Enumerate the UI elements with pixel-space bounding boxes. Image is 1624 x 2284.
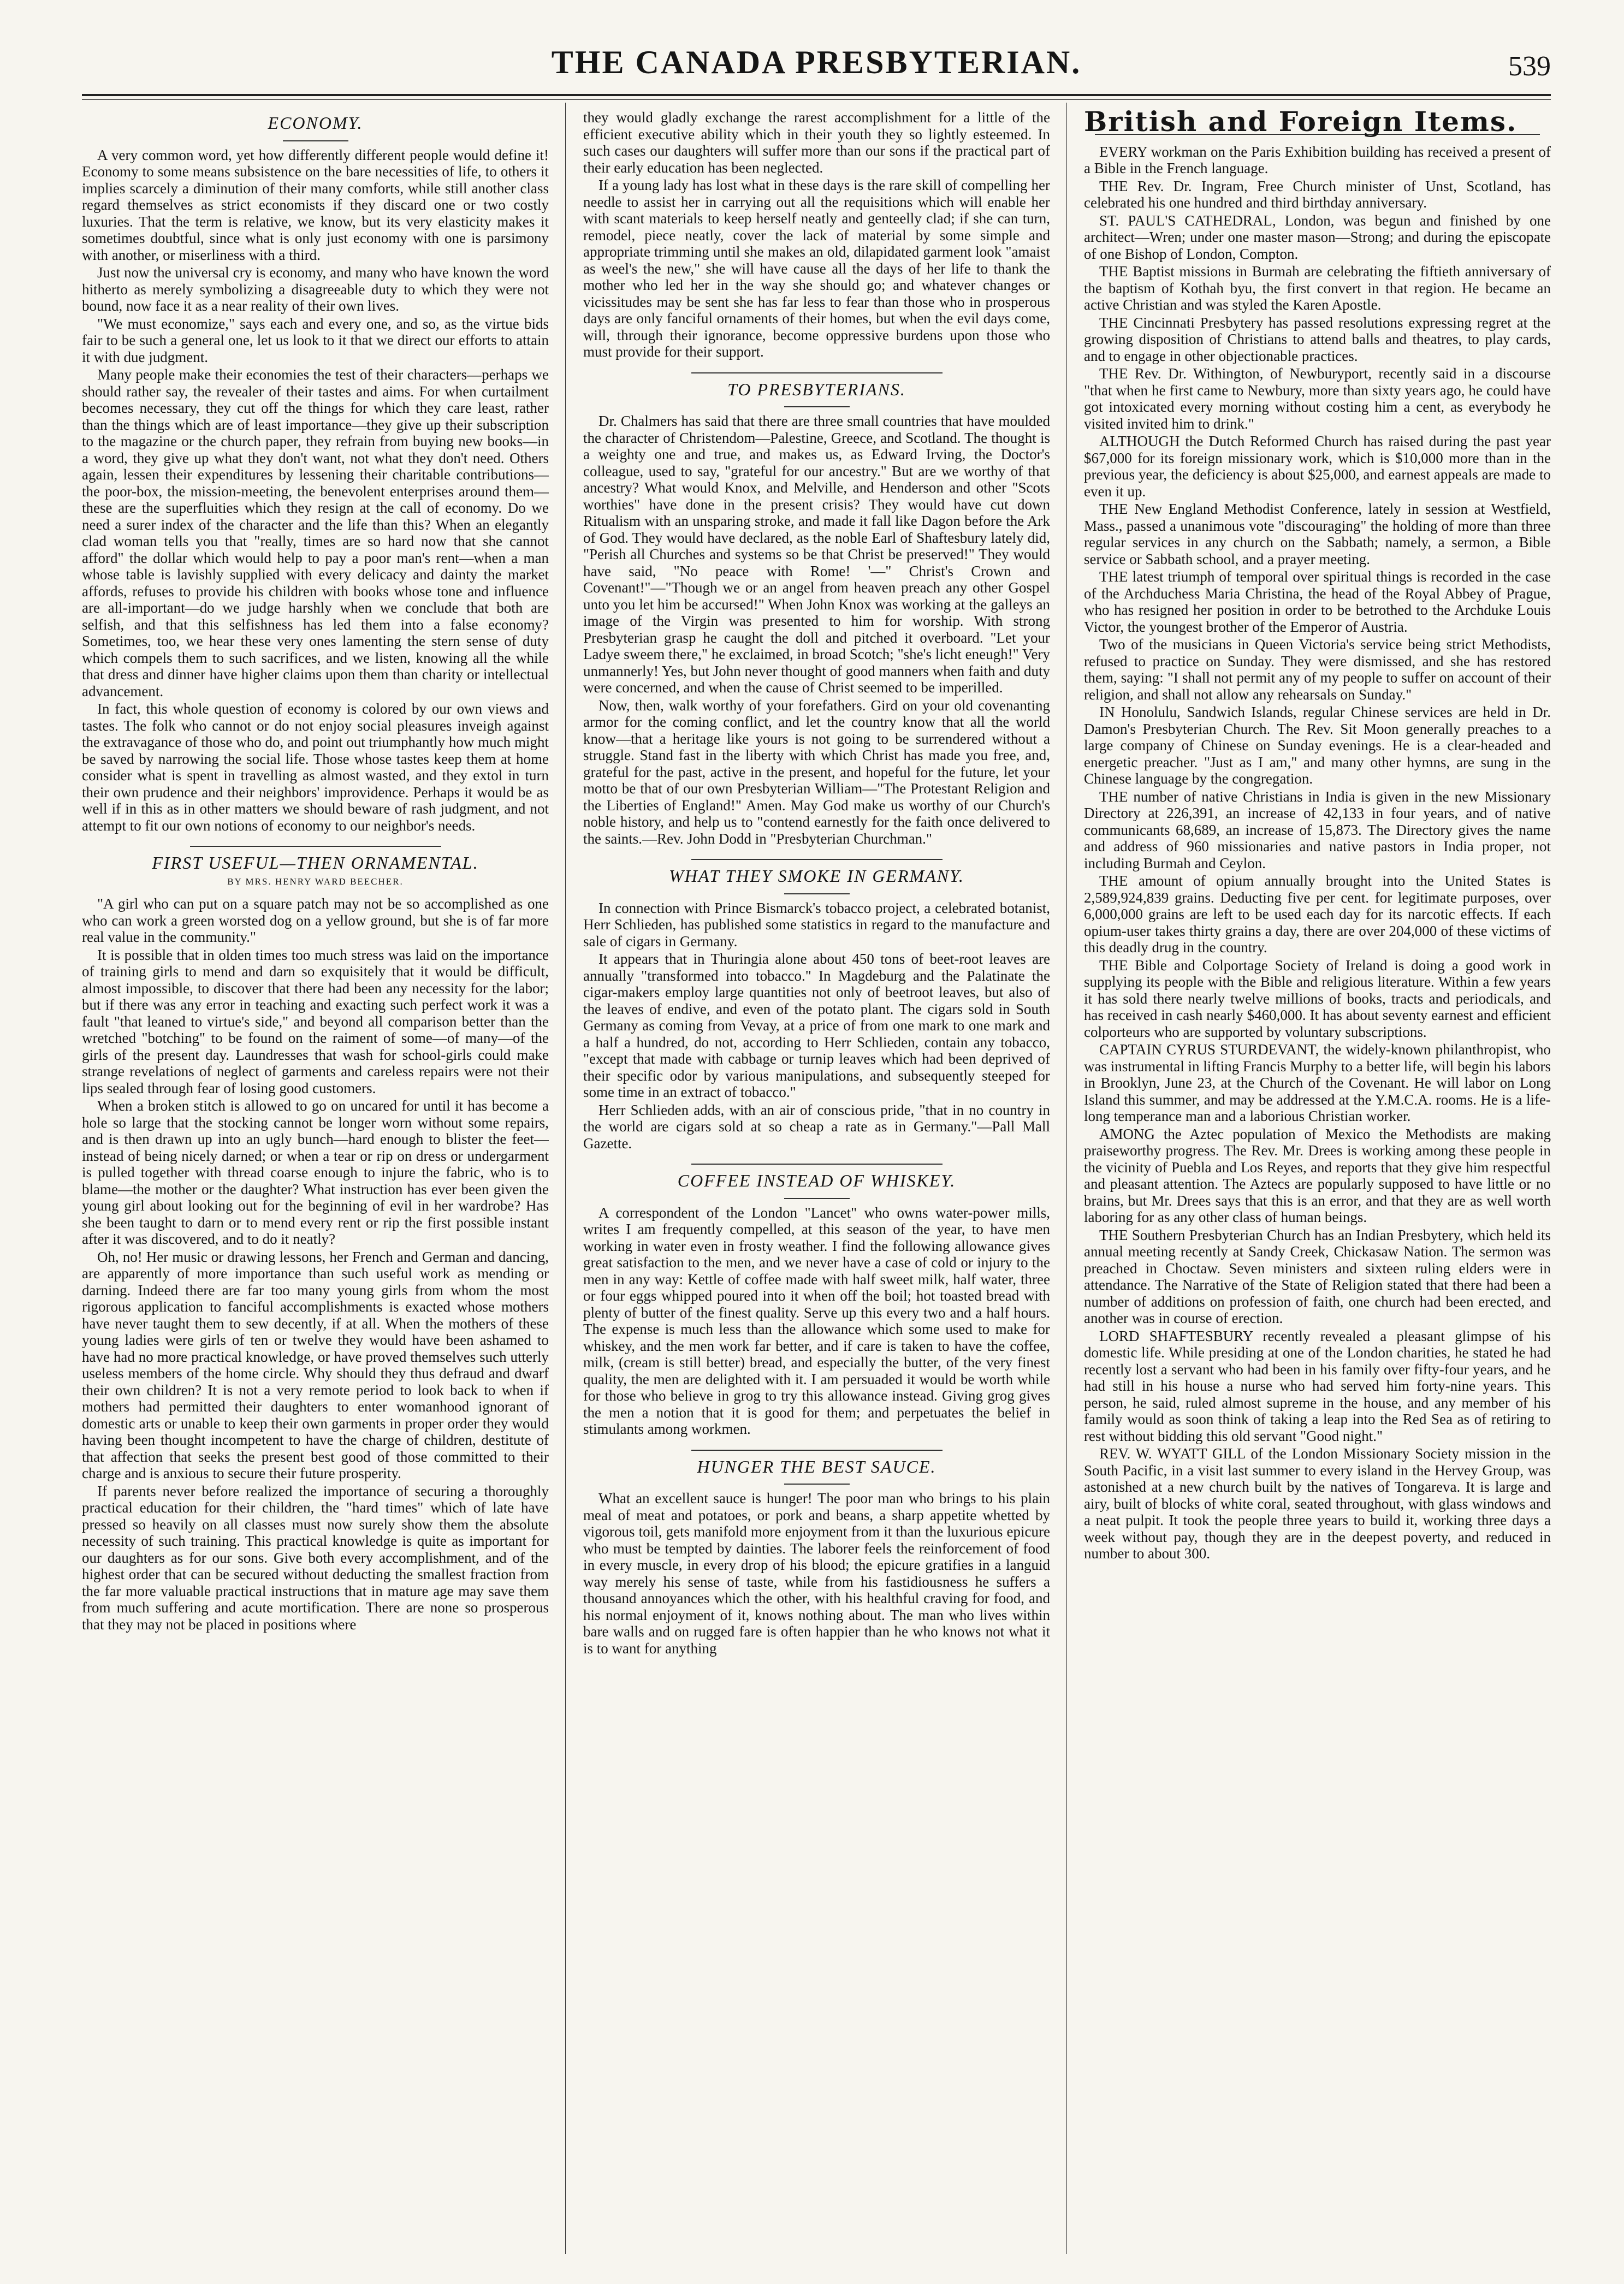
news-item: THE New England Methodist Conference, lately in session at Westfield, Mass., passed a unanimous vote "discouraging" the holding of more than three regular services in any church on the Sabbath; namely, a sermon, a Bible service or Sabbath school, and a prayer meeting. [1084, 501, 1551, 567]
paragraph: Now, then, walk worthy of your forefathers. Gird on your old covenanting armor for the coming conflict, and let the country know that all the world know—that a heritage like yours is not going to be surrendered without a struggle. Stand fast in the liberty with which Christ has made you free, and, grateful for the past, active in the present, and hopeful for the future, let your motto be that of our own Presbyterian William—"The Protestant Religion and the Liberties of England!" Amen. May God make us worthy of our Church's noble history, and help us to "contend earnestly for the faith once delivered to the saints.—Rev. John Dodd in "Presbyterian Churchman." [583, 697, 1050, 847]
article-heading: HUNGER THE BEST SAUCE. [697, 1456, 937, 1476]
article-heading: ECONOMY. [268, 113, 363, 133]
heading-rule [784, 1484, 850, 1485]
news-item: CAPTAIN CYRUS STURDEVANT, the widely-known philanthropist, who was instrumental in lifting Francis Murphy to a better life, will begin his labors in Brooklyn, June 23, at the Church of the Covenant. He will labor on Long Island this summer, and may be addressed at the Y.M.C.A. rooms. He is a life-long temperance man and a laborious Christian worker. [1084, 1041, 1551, 1124]
news-item: THE latest triumph of temporal over spiritual things is recorded in the case of the Archduchess Maria Christina, the head of the Royal Abbey of Prague, who has resigned her position in order to be betrothed to the Archduke Louis Victor, the youngest brother of the Emperor of Austria. [1084, 568, 1551, 635]
article-separator [691, 372, 943, 373]
heading-rule [283, 140, 348, 141]
news-item: THE Rev. Dr. Ingram, Free Church minister of Unst, Scotland, has celebrated his one hundred and third birthday anniversary. [1084, 177, 1551, 211]
news-item: ST. PAUL'S CATHEDRAL, London, was begun and finished by one architect—Wren; under one master mason—Strong; and during the episcopate of one Bishop of London, Compton. [1084, 212, 1551, 262]
masthead-rule [82, 94, 1551, 96]
news-item: THE number of native Christians in India is given in the new Missionary Directory at 226,391, an increase of 42,133 in four years, and of native communicants 68,689, an increase of 15,873. The Directory gives the name and address of 960 missionaries and native pastors in India proper, not including Burmah and Ceylon. [1084, 788, 1551, 871]
paragraph: If a young lady has lost what in these days is the rare skill of compelling her needle to assist her in carrying out all the requisitions which will enable her with scant materials to keep herself neatly and genteelly clad; if she can turn, remodel, piece neatly, cover the lack of material by some simple and appropriate trimming until she makes an old, dilapidated garment look "amaist as weel's the new," she will have cause all the days of her life to thank the mother who led her in the way she should go; and whatever changes or vicissitudes may be sent she has far less to fear than those who in prosperous days are only fanciful ornaments of their homes, but when the evil days come, will, through their ignorance, become oppressive burdens upon those who must provide for their support. [583, 177, 1050, 360]
paragraph: It is possible that in olden times too much stress was laid on the importance of training girls to mend and darn so exquisitely that it would be difficult, almost impossible, to discover that there had been any necessity for the labor; but if there was any error in teaching and exacting such perfect work it was a fault "that leaned to virtue's side," and beyond all comparison better than the wretched "botching" to be found on the raiment of some—of many—of the girls of the present day. Laundresses that wash for school-girls could make strange revelations of neglect of garments and careless repairs were not their lips sealed through fear of losing good customers. [82, 946, 549, 1096]
column-1 [82, 109, 549, 2255]
paragraph: "We must economize," says each and every one, and so, as the virtue bids fair to be such a general one, let us look to it that we direct our efforts to attain it with due judgment. [82, 315, 549, 365]
article-byline: BY MRS. HENRY WARD BEECHER. [227, 876, 404, 887]
column-divider [1066, 103, 1067, 2254]
news-item: THE Bible and Colportage Society of Ireland is doing a good work in supplying its people with the Bible and religious literature. Within a few years it has sold there nearly twelve millions of books, tracts and periodicals, and has received in cash nearly $460,000. It has about seventy earnest and efficient colporteurs who are supported by voluntary subscriptions. [1084, 957, 1551, 1040]
paragraph: they would gladly exchange the rarest accomplishment for a little of the efficient executive ability which in their youth they so lightly esteemed. In such cases our daughters will suffer more than our sons if the practical part of their early education has been neglected. [583, 109, 1050, 176]
paragraph: Dr. Chalmers has said that there are three small countries that have moulded the character of Christendom—Palestine, Greece, and Scotland. The thought is a weighty one and true, and makes us, as Edward Irving, the Doctor's colleague, used to say, "grateful for our ancestry." But are we worthy of that ancestry? What would Knox, and Melville, and Henderson and other "Scots worthies" have done in the present crisis? They would have cut down Ritualism with an unsparing stroke, and made it fall like Dagon before the Ark of God. They would have declared, as the noble Earl of Shaftesbury lately did, "Perish all Churches and systems so be that Christ be preserved!" They would have said, "No peace with Rome! '—" Christ's Crown and Covenant!"—"Though we or an angel from heaven preach any other Gospel unto you let him be accursed!" When John Knox was working at the galleys an image of the Virgin was presented to him for worship. With strong Presbyterian grasp he caught the doll and pitched it overboard. "Let your Ladye sweem there," he exclaimed, in broad Scotch; "she's licht eneugh!" Very unmannerly! Yes, but John never thought of good manners when faith and duty were concerned, and when the cause of Christ seemed to be imperilled. [583, 413, 1050, 696]
section-heading-text: British and Foreign Items. [1084, 109, 1518, 138]
news-item: THE Baptist missions in Burmah are celebrating the fiftieth anniversary of the baptism of Kothah byu, the first convert in that region. He became an active Christian and was styled the Karen Apostle. [1084, 263, 1551, 313]
article-separator [190, 846, 441, 847]
paragraph: A very common word, yet how differently different people would define it! Economy to some means subsistence on the bare necessities of life, to others it implies scarcely a diminution of their many comforts, while still another class regard themselves as strict economists if they discard one or two costly luxuries. That the term is relative, we know, but its very elasticity makes it sometimes doubtful, since what is only just economy with one is parsimony with another, or miserliness with a third. [82, 146, 549, 263]
article-separator [691, 1164, 943, 1165]
section-heading [1084, 109, 1551, 138]
news-item: LORD SHAFTESBURY recently revealed a pleasant glimpse of his domestic life. While presiding at one of the London charities, he stated he had recently lost a servant who had been in his family over fifty-four years, and he had still in his house a nurse who had served him forty-nine years. This person, he said, ruled almost supreme in the house, and any member of his family would as soon think of taking a leap into the Red Sea as of retiring to rest without bidding this old servant "Good night." [1084, 1327, 1551, 1444]
paragraph: What an excellent sauce is hunger! The poor man who brings to his plain meal of meat and potatoes, or pork and beans, a sharp appetite whetted by vigorous toil, gets manifold more enjoyment from it than the luxurious epicure who must be tempted by dainties. The laborer feels the reinforcement of food in every muscle, in every drop of his blood; the epicure gratifies in a languid way merely his sense of taste, while from his fastidiousness he suffers a thousand annoyances which the other, with his healthful craving for food, and his normal enjoyment of it, knows nothing about. The man who lives within bare walls and on rugged fare is often happier than he who knows not what it is to want for anything [583, 1490, 1050, 1657]
news-item: THE Cincinnati Presbytery has passed resolutions expressing regret at the growing disposition of Christians to attend balls and theatres, to play cards, and to engage in other objectionable practices. [1084, 314, 1551, 364]
news-item: THE amount of opium annually brought into the United States is 2,589,924,839 grains. Deducting five per cent. for legitimate purposes, over 6,000,000 grains are left to be used each day for its narcotic effects. If each opium-user takes thirty grains a day, there are over 204,000 of these victims of this deadly drug in the country. [1084, 873, 1551, 956]
paragraph: In connection with Prince Bismarck's tobacco project, a celebrated botanist, Herr Schlieden, has published some statistics in regard to the manufacture and sale of cigars in Germany. [583, 899, 1050, 950]
article-heading: COFFEE INSTEAD OF WHISKEY. [677, 1171, 956, 1190]
paragraph: Many people make their economies the test of their characters—perhaps we should rather say, the revealer of their tastes and aims. For when curtailment becomes necessary, they cut off the things for which they care least, rather than the things which are of least importance—they give up their subscription to the magazine or the church paper, they refrain from buying new books—in a word, they give up what they don't want, not what they don't need. Others again, lessen their expenditures by lessening their charitable contributions—the poor-box, the mission-meeting, the benevolent enterprises around them—these are the superfluities which they resign at the call of economy. Do we need a surer index of the character and the life than this? When an elegantly clad woman tells you that "really, times are so hard now that she cannot afford" the dollar which would help to pay a poor man's rent—when a man whose table is lavishly supplied with every delicacy and dainty the market affords, refuses to provide his children with books whose tone and influence are all-important—do we judge harshly when we conclude that both are selfish, and that this selfishness has led them into a false economy? Sometimes, too, we hear these very ones lamenting the stern sense of duty which compels them to such sacrifices, and we listen, knowing all the while that dress and dinner have higher claims upon them than charity or intellectual advancement. [82, 366, 549, 699]
paragraph: A correspondent of the London "Lancet" who owns water-power mills, writes I am frequently compelled, at this season of the year, to have men working in water even in frosty weather. I find the following allowance gives great satisfaction to the men, and we never have a case of cold or injury to the men in any way: Kettle of coffee made with half sweet milk, half water, three or four eggs whipped poured into it when off the boil; hot toasted bread with plenty of butter of the finest quality. Serve up this every two and a half hours. The expense is much less than the allowance which some used to make for whiskey, and the men work far better, and if care is taken to have the coffee, milk, (cream is still better) bread, and especially the butter, of the very finest quality, the men are delighted with it. I am persuaded it would be worth while for those who believe in grog to try this allowance instead. Giving grog gives the men a notion that it is good for them; and perpetuates the belief in stimulants among workmen. [583, 1204, 1050, 1437]
news-item: Two of the musicians in Queen Victoria's service being strict Methodists, refused to practice on Sunday. They were dismissed, and she has restored them, saying: "I shall not permit any of my people to suffer on account of their religion, and shall not allow any rehearsals on Sunday." [1084, 636, 1551, 703]
page-number: 539 [1508, 51, 1551, 82]
paragraph: It appears that in Thuringia alone about 450 tons of beet-root leaves are annually "transformed into tobacco." In Magdeburg and the Palatinate the cigar-makers employ large quantities not only of beetroot leaves, but also of the leaves of endive, and even of the potato plant. The cigars sold in South Germany as coming from Vevay, at a price of from one mark to one mark and a half a hundred, do not, according to Herr Schlieden, contain any tobacco, "except that made with cabbage or turnip leaves which had been deprived of their specific odor by various manipulations, and subsequently steeped for some time in an extract of tobacco." [583, 951, 1050, 1100]
newspaper-page [82, 38, 1551, 2255]
news-item: THE Southern Presbyterian Church has an Indian Presbytery, which held its annual meeting recently at Sandy Creek, Chickasaw Nation. The sermon was preached in Choctaw. Seven ministers and sixteen ruling elders were in attendance. The Narrative of the State of Religion stated that there had been a number of additions on profession of faith, one church had been erected, and another was in course of erection. [1084, 1226, 1551, 1326]
news-item: IN Honolulu, Sandwich Islands, regular Chinese services are held in Dr. Damon's Presbyterian Church. The Rev. Sit Moon generally preaches to a large company of Chinese on Sunday evenings. He is a clear-headed and energetic preacher. "Just as I am," and many other hymns, are sung in the Chinese language by the congregation. [1084, 704, 1551, 787]
masthead-rule-thin [82, 99, 1551, 100]
article-heading: FIRST USEFUL—THEN ORNAMENTAL. [152, 853, 479, 873]
paragraph: Oh, no! Her music or drawing lessons, her French and German and dancing, are apparently of more importance than such useful work as mending or darning. Indeed there are far too many young girls from whom the most rigorous application to fanciful accomplishments is exacted whose mothers have never taught them to sew decently, if at all. When the mothers of these young ladies were girls of ten or twelve they would have been ashamed to have had no more practical knowledge, or have proved themselves such utterly useless members of the home circle. Why should they thus defraud and dwarf their own children? It is not a very remote period to look back to when if mothers had permitted their daughters to enter womanhood ignorant of domestic arts or unable to keep their own garments in proper order they would having been thought incompetent to have the charge of children, destitute of that affection that seeks the present best good of those committed to their charge and is anxious to secure their future prosperity. [82, 1248, 549, 1481]
heading-rule [784, 1198, 850, 1199]
heading-rule [784, 893, 850, 894]
article-heading: TO PRESBYTERIANS. [727, 379, 906, 399]
column-divider [565, 103, 566, 2254]
column-2 [583, 109, 1050, 2255]
paragraph: In fact, this whole question of economy is colored by our own views and tastes. The folk who cannot or do not enjoy social pleasures inveigh against the extravagance of those who do, and point out triumphantly how much might be saved by narrowing the social life. Those whose tastes keep them at home consider what is spent in travelling as almost wasted, and they extol in turn their own prudence and their neighbors' improvidence. Perhaps it would be as well if in this as in other matters we should beware of rash judgment, and not attempt to fit our own notions of economy to our neighbor's needs. [82, 701, 549, 834]
paragraph: Just now the universal cry is economy, and many who have known the word hitherto as merely symbolizing a disagreeable duty to which they were not bound, now face it as a near reality of their own lives. [82, 264, 549, 314]
heading-rule [784, 406, 850, 407]
paragraph: Herr Schlieden adds, with an air of conscious pride, "that in no country in the world are cigars sold at so cheap a rate as in Germany."—Pall Mall Gazette. [583, 1101, 1050, 1152]
newspaper-title: THE CANADA PRESBYTERIAN. [551, 44, 1082, 80]
article-separator [691, 1450, 943, 1451]
masthead [82, 38, 1551, 90]
news-item: AMONG the Aztec population of Mexico the Methodists are making praiseworthy progress. The Rev. Mr. Drees is working among these people in the vicinity of Puebla and Los Reyes, and reports that they give him respectful and pleasant attention. The Aztecs are popularly supposed to have little or no brains, but Mr. Drees says that this is an error, and that they are as well worth laboring for as any other class of human beings. [1084, 1125, 1551, 1225]
news-item: EVERY workman on the Paris Exhibition building has received a present of a Bible in the French language. [1084, 143, 1551, 176]
news-item: THE Rev. Dr. Withington, of Newburyport, recently said in a discourse "that when he first came to Newbury, more than sixty years ago, he could have got intoxicated every morning without costing him a cent, as everybody he visited invited him to drink." [1084, 365, 1551, 432]
article-heading: WHAT THEY SMOKE IN GERMANY. [669, 866, 964, 886]
news-item: ALTHOUGH the Dutch Reformed Church has raised during the past year $67,000 for its foreign missionary work, which is $10,000 more than in the previous year, the deficiency is about $25,000, and earnest appeals are made to even it up. [1084, 433, 1551, 500]
article-separator [691, 859, 943, 860]
paragraph: When a broken stitch is allowed to go on uncared for until it has become a hole so large that the stocking cannot be longer worn without some repairs, and is then drawn up into an ugly bunch—hard enough to blister the feet—instead of being nicely darned; or when a tear or rip on dress or undergarment is pulled together with thread coarse enough to injure the fabric, who is to blame—the mother or the daughter? What instruction has ever been given the young girl about looking out for the beginning of evil in her wardrobe? Has she been taught to darn or to mend every rent or rip the first possible instant after it was discovered, and to do it neatly? [82, 1097, 549, 1247]
column-3 [1084, 109, 1551, 2255]
paragraph: "A girl who can put on a square patch may not be so accomplished as one who can work a green worsted dog on a yellow ground, but she is of far more real value in the community." [82, 895, 549, 945]
news-item: REV. W. WYATT GILL of the London Missionary Society mission in the South Pacific, in a visit last summer to every island in the Hervey Group, was astonished at a new church built by the natives of Tongareva. It is large and airy, built of blocks of white coral, seated throughout, with glass windows and a neat pulpit. It took the people three years to build it, working three days a week without pay, though they are in the deepest poverty, and reduced in number to about 300. [1084, 1445, 1551, 1562]
paragraph: If parents never before realized the importance of securing a thoroughly practical education for their children, the "hard times" which of late have pressed so heavily on all classes must now surely show them the absolute necessity of such training. This practical knowledge is quite as important for our daughters as for our sons. Give both every accomplishment, and of the highest order that can be secured without deducting the smallest fraction from the far more valuable practical instructions that in mature age may save them from much suffering and acute mortification. There are none so prosperous that they may not be placed in positions where [82, 1482, 549, 1633]
